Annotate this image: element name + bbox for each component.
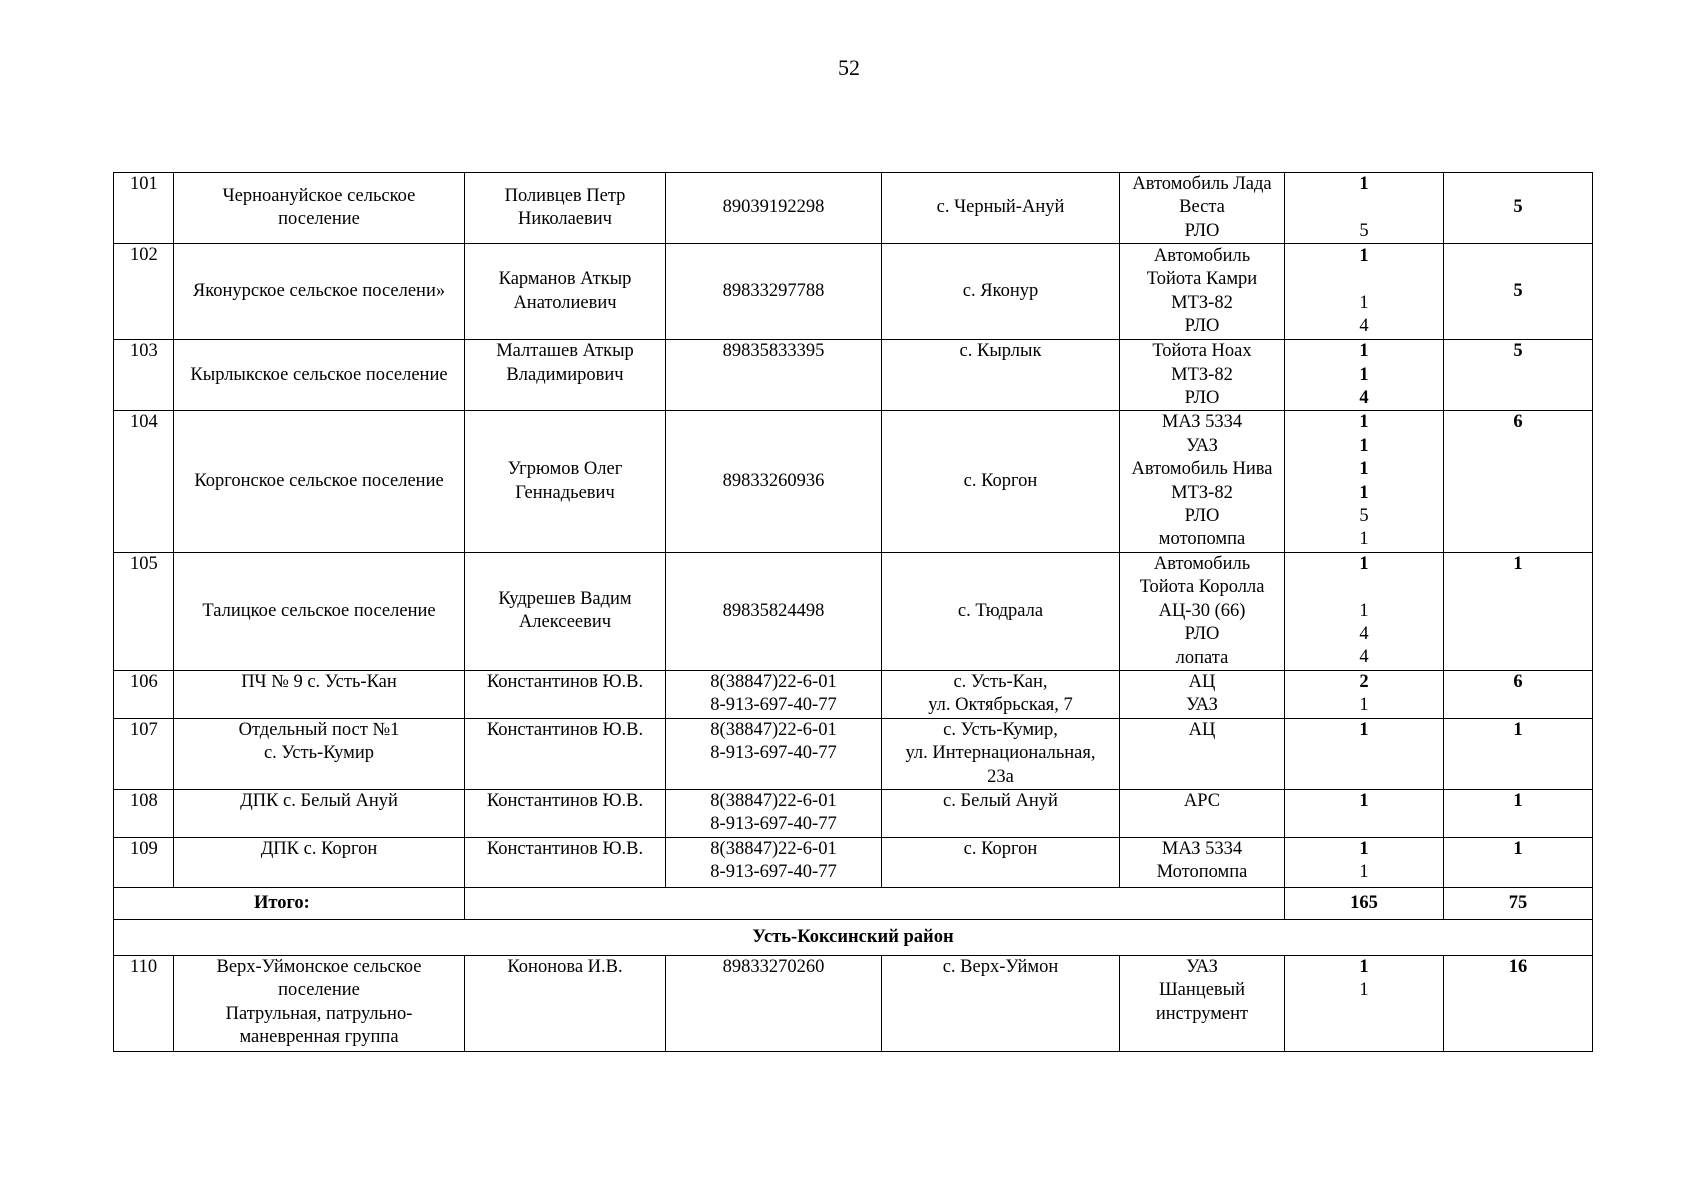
equipment-qty-line: 1	[1359, 553, 1369, 574]
resources-table	[113, 172, 1593, 1052]
equipment-qty-line: 1	[1359, 482, 1369, 503]
personnel-total: 16	[1444, 955, 1593, 1051]
equipment-list	[1120, 837, 1285, 887]
table-row	[114, 173, 1593, 244]
responsible-person-line: Малташев Аткыр	[496, 341, 634, 362]
equipment-list-line: лопата	[1175, 647, 1229, 668]
total-empty-cell	[465, 887, 1285, 919]
total-row	[114, 887, 1593, 919]
equipment-qty-line: 5	[1359, 506, 1369, 527]
equipment-list-line: УАЗ	[1186, 956, 1218, 977]
phone-number	[666, 837, 882, 887]
equipment-list-line: мотопомпа	[1158, 529, 1246, 550]
row-number: 109	[114, 837, 174, 887]
section-title: Усть-Коксинский район	[114, 919, 1593, 955]
equipment-list	[1120, 955, 1285, 1051]
responsible-person	[465, 789, 666, 837]
location	[882, 244, 1120, 340]
equipment-qty-line: 1	[1359, 435, 1369, 456]
settlement-name-line: Талицкое сельское поселение	[202, 600, 436, 621]
equipment-qty-line: 1	[1359, 790, 1369, 811]
phone-number	[666, 552, 882, 670]
location-line: ул. Интернациональная,	[905, 743, 1096, 764]
phone-number-line: 89833297788	[722, 281, 825, 302]
responsible-person	[465, 955, 666, 1051]
equipment-list-line: АЦ-30 (66)	[1158, 600, 1246, 621]
settlement-name-line: маневренная группа	[239, 1026, 399, 1047]
equipment-qty-line: 4	[1359, 624, 1369, 645]
phone-number-line: 89039192298	[722, 197, 825, 218]
row-number: 106	[114, 670, 174, 718]
settlement-name-line: Черноануйское сельское	[222, 185, 416, 206]
equipment-list-line: Автомобиль Лада	[1132, 174, 1272, 194]
equipment-list	[1120, 173, 1285, 244]
location-line: с. Белый Ануй	[943, 790, 1058, 811]
equipment-qty-line: 1	[1359, 529, 1369, 550]
equipment-list	[1120, 411, 1285, 552]
personnel-total: 6	[1444, 411, 1593, 552]
table-row	[114, 552, 1593, 670]
location	[882, 340, 1120, 411]
settlement-name	[174, 411, 465, 552]
location-line: 23а	[987, 766, 1014, 787]
equipment-list-line: Автомобиль Нива	[1131, 459, 1273, 480]
equipment-list-line: Автомобиль	[1153, 245, 1251, 266]
phone-number	[666, 955, 882, 1051]
settlement-name	[174, 955, 465, 1051]
location	[882, 837, 1120, 887]
location	[882, 955, 1120, 1051]
personnel-total: 5	[1444, 340, 1593, 411]
table-body	[114, 173, 1593, 1052]
responsible-person	[465, 670, 666, 718]
row-number: 107	[114, 718, 174, 789]
equipment-qty-line: 1	[1359, 245, 1369, 266]
table-row	[114, 955, 1593, 1051]
equipment-qty-line: 1	[1359, 364, 1369, 385]
personnel-total: 5	[1444, 244, 1593, 340]
equipment-list-line: инструмент	[1155, 1003, 1249, 1024]
equipment-qty-line: 1	[1359, 838, 1369, 859]
settlement-name-line: поселение	[278, 980, 360, 1001]
equipment-qty	[1285, 244, 1444, 340]
table-row	[114, 244, 1593, 340]
location-line: с. Коргон	[963, 470, 1038, 491]
equipment-list-line: МТЗ-82	[1171, 364, 1233, 385]
responsible-person	[465, 552, 666, 670]
equipment-qty-line: 1	[1359, 341, 1369, 362]
equipment-qty	[1285, 173, 1444, 244]
location-line: с. Коргон	[963, 838, 1038, 859]
responsible-person-line: Константинов Ю.В.	[486, 790, 644, 811]
settlement-name-line: с. Усть-Кумир	[263, 743, 375, 764]
equipment-qty	[1285, 955, 1444, 1051]
total-label: Итого:	[114, 887, 465, 919]
phone-number-line: 8-913-697-40-77	[710, 695, 837, 716]
equipment-qty-line: 1	[1359, 695, 1369, 716]
equipment-list	[1120, 718, 1285, 789]
settlement-name	[174, 173, 465, 244]
equipment-qty	[1285, 411, 1444, 552]
settlement-name	[174, 670, 465, 718]
personnel-total: 6	[1444, 670, 1593, 718]
equipment-list-line: Автомобиль	[1153, 553, 1251, 574]
settlement-name-line: Патрульная, патрульно-	[225, 1003, 413, 1024]
phone-number	[666, 789, 882, 837]
location-line: с. Яконур	[962, 281, 1039, 302]
phone-number	[666, 411, 882, 552]
table-row	[114, 837, 1593, 887]
equipment-list-line: МТЗ-82	[1171, 482, 1233, 503]
equipment-qty	[1285, 837, 1444, 887]
phone-number-line: 89835833395	[722, 341, 825, 362]
personnel-total: 1	[1444, 718, 1593, 789]
equipment-list	[1120, 670, 1285, 718]
responsible-person-line: Поливцев Петр	[504, 185, 626, 206]
page-number: 52	[838, 55, 860, 80]
phone-number	[666, 173, 882, 244]
location	[882, 718, 1120, 789]
equipment-qty-line	[1286, 268, 1442, 291]
equipment-list-line: Тойота Камри	[1146, 269, 1258, 290]
phone-number-line: 89833270260	[722, 956, 825, 977]
location-line: с. Кырлык	[959, 341, 1042, 362]
phone-number-line: 8(38847)22-6-01	[710, 719, 837, 740]
settlement-name-line: Отдельный пост №1	[238, 719, 400, 740]
location-line: ул. Октябрьская, 7	[928, 695, 1073, 716]
settlement-name-line: поселение	[278, 209, 360, 230]
responsible-person	[465, 340, 666, 411]
equipment-list-line: Тойота Королла	[1139, 577, 1265, 598]
total-qty: 165	[1285, 887, 1444, 919]
table-row	[114, 718, 1593, 789]
equipment-qty-line: 4	[1359, 388, 1369, 409]
equipment-qty-line: 1	[1359, 292, 1369, 313]
responsible-person-line: Геннадьевич	[515, 482, 615, 503]
responsible-person-line: Кононова И.В.	[507, 956, 623, 977]
total-personnel: 75	[1444, 887, 1593, 919]
equipment-list	[1120, 340, 1285, 411]
responsible-person-line: Николаевич	[518, 209, 612, 230]
settlement-name	[174, 552, 465, 670]
equipment-qty-line: 1	[1359, 980, 1369, 1001]
table-row	[114, 411, 1593, 552]
equipment-list-line: Тойота Ноах	[1152, 341, 1252, 362]
settlement-name	[174, 718, 465, 789]
responsible-person-line: Анатолиевич	[513, 292, 617, 313]
personnel-total: 1	[1444, 552, 1593, 670]
equipment-qty	[1285, 670, 1444, 718]
phone-number-line: 8-913-697-40-77	[710, 862, 837, 883]
responsible-person-line: Карманов Аткыр	[498, 269, 632, 290]
location	[882, 411, 1120, 552]
row-number: 102	[114, 244, 174, 340]
phone-number-line: 8-913-697-40-77	[710, 814, 837, 835]
location-line: с. Усть-Кан,	[953, 671, 1048, 692]
equipment-list-line: РЛО	[1184, 220, 1220, 241]
responsible-person-line: Кудрешев Вадим	[498, 588, 632, 609]
responsible-person-line: Угрюмов Олег	[507, 459, 623, 480]
equipment-list-line: Шанцевый	[1159, 980, 1245, 1001]
settlement-name-line: ДПК с. Белый Ануй	[240, 790, 398, 811]
equipment-list-line: АРС	[1183, 790, 1221, 811]
location-line: с. Верх-Уймон	[942, 956, 1059, 977]
equipment-qty-line	[1286, 196, 1442, 219]
equipment-list-line: АЦ	[1188, 671, 1216, 692]
equipment-qty-line: 2	[1359, 671, 1369, 692]
responsible-person-line: Алексеевич	[518, 612, 612, 633]
equipment-list-line: РЛО	[1184, 624, 1220, 645]
row-number: 105	[114, 552, 174, 670]
responsible-person-line: Владимирович	[506, 364, 624, 385]
responsible-person	[465, 718, 666, 789]
equipment-list-line: РЛО	[1184, 506, 1220, 527]
responsible-person	[465, 411, 666, 552]
equipment-qty-line: 1	[1359, 174, 1369, 194]
phone-number	[666, 340, 882, 411]
phone-number-line: 8(38847)22-6-01	[710, 838, 837, 859]
settlement-name-line: Верх-Уймонское сельское	[216, 956, 422, 977]
location	[882, 552, 1120, 670]
location-line: с. Усть-Кумир,	[943, 719, 1058, 740]
equipment-qty-line: 1	[1359, 862, 1369, 883]
settlement-name	[174, 340, 465, 411]
equipment-list-line: МАЗ 5334	[1161, 412, 1243, 433]
location	[882, 173, 1120, 244]
table-row	[114, 670, 1593, 718]
responsible-person-line: Константинов Ю.В.	[486, 719, 644, 740]
equipment-qty-line: 4	[1359, 316, 1369, 337]
equipment-list-line: РЛО	[1184, 316, 1220, 337]
section-row	[114, 919, 1593, 955]
table-row	[114, 340, 1593, 411]
equipment-list-line: Мотопомпа	[1156, 862, 1248, 883]
phone-number-line: 8-913-697-40-77	[710, 743, 837, 764]
phone-number	[666, 244, 882, 340]
settlement-name-line: Коргонское сельское поселение	[194, 470, 444, 491]
settlement-name-line: Яконурское сельское поселени»	[192, 281, 446, 302]
phone-number-line: 8(38847)22-6-01	[710, 671, 837, 692]
equipment-list-line: АЦ	[1188, 719, 1216, 740]
equipment-qty-line: 4	[1359, 647, 1369, 668]
equipment-qty-line: 1	[1359, 719, 1369, 740]
phone-number	[666, 718, 882, 789]
equipment-qty-line: 1	[1359, 412, 1369, 433]
responsible-person	[465, 173, 666, 244]
equipment-list-line: УАЗ	[1186, 695, 1218, 716]
personnel-total: 1	[1444, 837, 1593, 887]
personnel-total: 5	[1444, 173, 1593, 244]
equipment-qty	[1285, 340, 1444, 411]
equipment-qty	[1285, 718, 1444, 789]
responsible-person	[465, 837, 666, 887]
phone-number-line: 8(38847)22-6-01	[710, 790, 837, 811]
location-line: с. Тюдрала	[957, 600, 1044, 621]
settlement-name-line: ДПК с. Коргон	[260, 838, 378, 859]
responsible-person	[465, 244, 666, 340]
equipment-qty	[1285, 789, 1444, 837]
row-number: 108	[114, 789, 174, 837]
location-line: с. Черный-Ануй	[936, 197, 1065, 218]
equipment-qty-line	[1286, 576, 1442, 599]
responsible-person-line: Константинов Ю.В.	[486, 671, 644, 692]
location	[882, 670, 1120, 718]
equipment-qty-line: 1	[1359, 459, 1369, 480]
settlement-name	[174, 789, 465, 837]
settlement-name	[174, 837, 465, 887]
responsible-person-line: Константинов Ю.В.	[486, 838, 644, 859]
equipment-qty-line: 5	[1359, 220, 1369, 241]
equipment-list	[1120, 789, 1285, 837]
row-number: 110	[114, 955, 174, 1051]
location	[882, 789, 1120, 837]
table-row	[114, 789, 1593, 837]
phone-number	[666, 670, 882, 718]
settlement-name-line: ПЧ № 9 с. Усть-Кан	[241, 671, 397, 692]
personnel-total: 1	[1444, 789, 1593, 837]
equipment-qty-line: 1	[1359, 600, 1369, 621]
equipment-qty-line: 1	[1359, 956, 1369, 977]
phone-number-line: 89833260936	[722, 470, 825, 491]
settlement-name-line: Кырлыкское сельское поселение	[190, 364, 448, 385]
equipment-qty	[1285, 552, 1444, 670]
equipment-list-line: РЛО	[1184, 388, 1220, 409]
equipment-list-line: УАЗ	[1186, 435, 1218, 456]
equipment-list-line: МАЗ 5334	[1161, 838, 1243, 859]
equipment-list-line: МТЗ-82	[1171, 292, 1233, 313]
row-number: 104	[114, 411, 174, 552]
equipment-list	[1120, 552, 1285, 670]
row-number: 103	[114, 340, 174, 411]
row-number: 101	[114, 173, 174, 244]
equipment-list-line: Веста	[1179, 197, 1225, 218]
settlement-name	[174, 244, 465, 340]
equipment-list	[1120, 244, 1285, 340]
phone-number-line: 89835824498	[722, 600, 825, 621]
